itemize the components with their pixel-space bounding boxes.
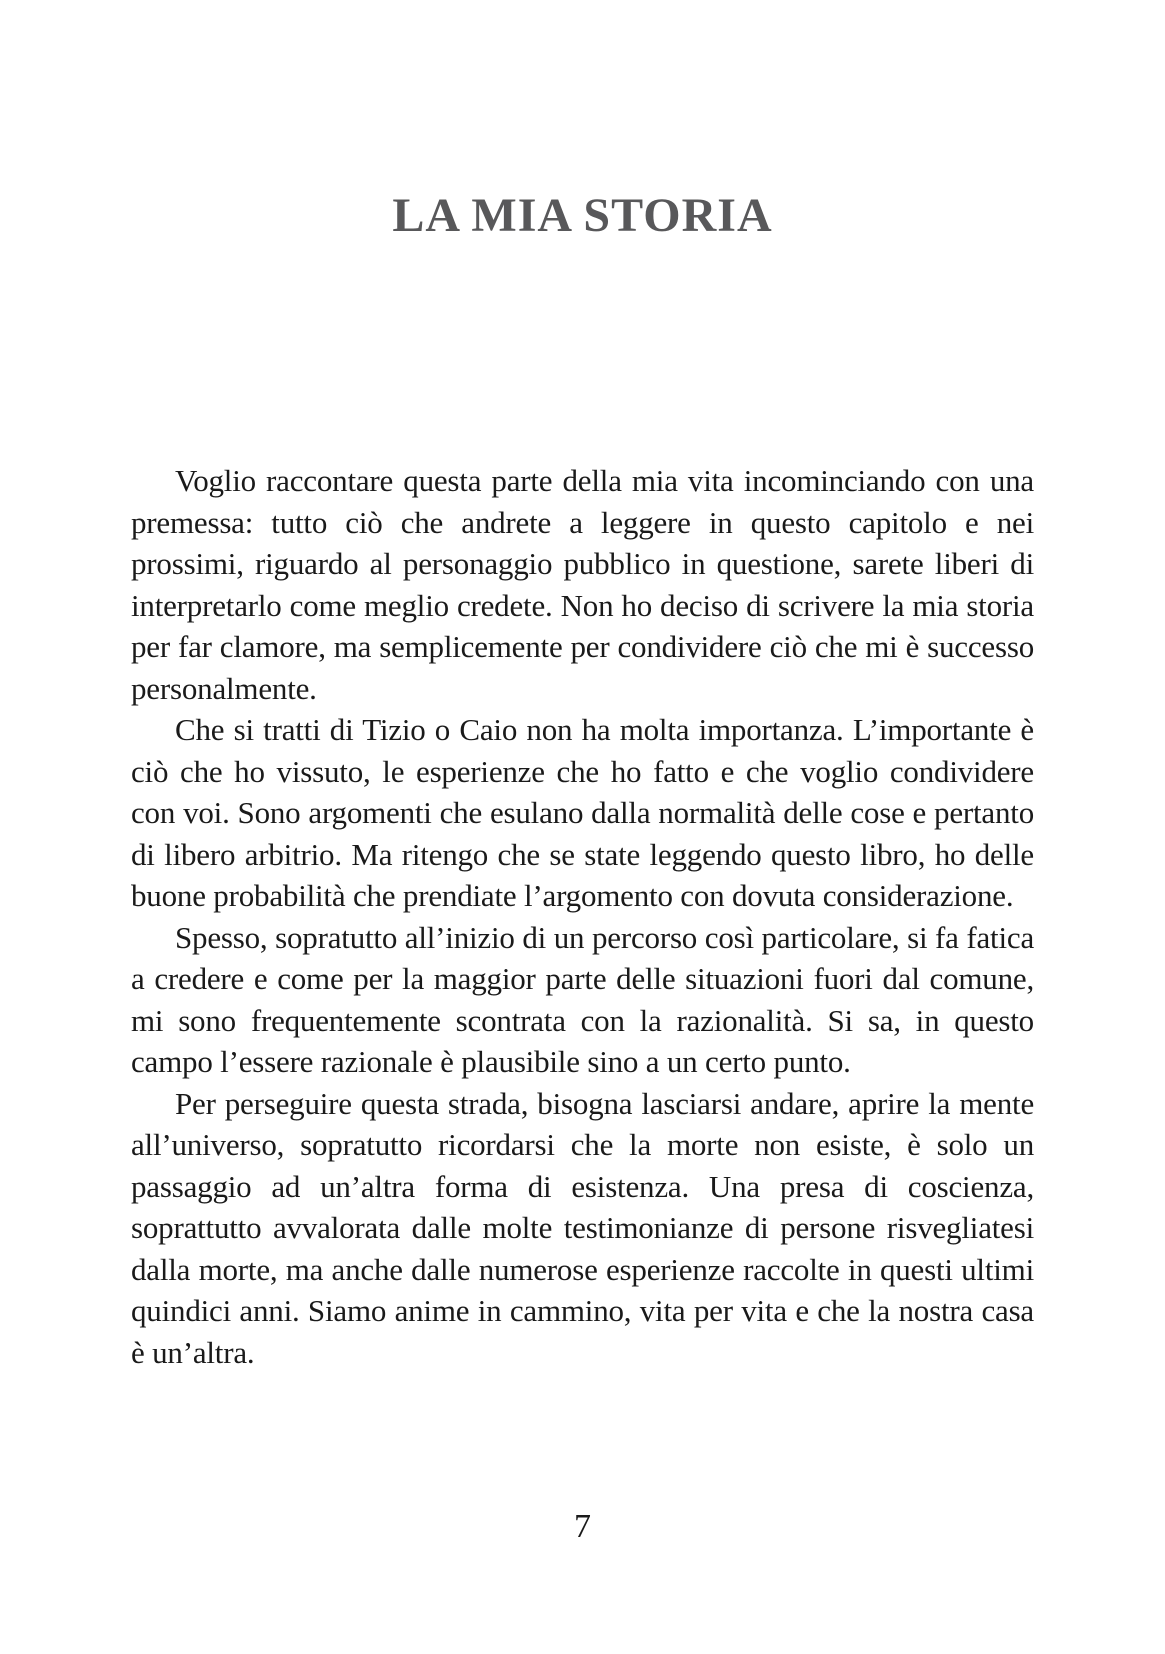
paragraph-2: Che si tratti di Tizio o Caio non ha molta importanza. L’importante è ciò che ho vissuto, le esperienze che ho fatto e che voglio condividere con voi. Sono argomenti che esulano dalla normalità delle cose e pertanto di libero arbitrio. Ma ritengo che se state leggendo questo libro, ho delle buone probabilità che prendiate l’argomento con dovuta considerazione. <box>131 712 1034 913</box>
paragraph-3: Spesso, sopratutto all’inizio di un percorso così particolare, si fa fatica a credere e come per la maggior parte delle situazioni fuori dal comune, mi sono frequentemente scontrata con la razionalità. Si sa, in questo campo l’essere razionale è plausibile sino a un certo punto. <box>131 919 1034 1079</box>
chapter-title: LA MIA STORIA <box>392 189 773 242</box>
body-text <box>131 460 1034 1373</box>
page-number: 7 <box>574 1508 591 1545</box>
paragraph-4: Per perseguire questa strada, bisogna lasciarsi andare, aprire la mente all’universo, sopratutto ricordarsi che la morte non esiste, è solo un passaggio ad un’altra forma di esistenza. Una presa di coscienza, soprattutto avvalorata dalle molte testimonianze di persone risvegliatesi dalla morte, ma anche dalle numerose esperienze raccolte in questi ultimi quindici anni. Siamo anime in cammino, vita per vita e che la nostra casa è un’altra. <box>131 1085 1034 1370</box>
paragraph-1: Voglio raccontare questa parte della mia vita incominciando con una premessa: tutto ciò che andrete a leggere in questo capitolo e nei prossimi, riguardo al personaggio pubblico in questione, sarete liberi di interpretarlo come meglio credete. Non ho deciso di scrivere la mia storia per far clamore, ma semplicemente per condividere ciò che mi è successo personalmente. <box>131 463 1034 706</box>
